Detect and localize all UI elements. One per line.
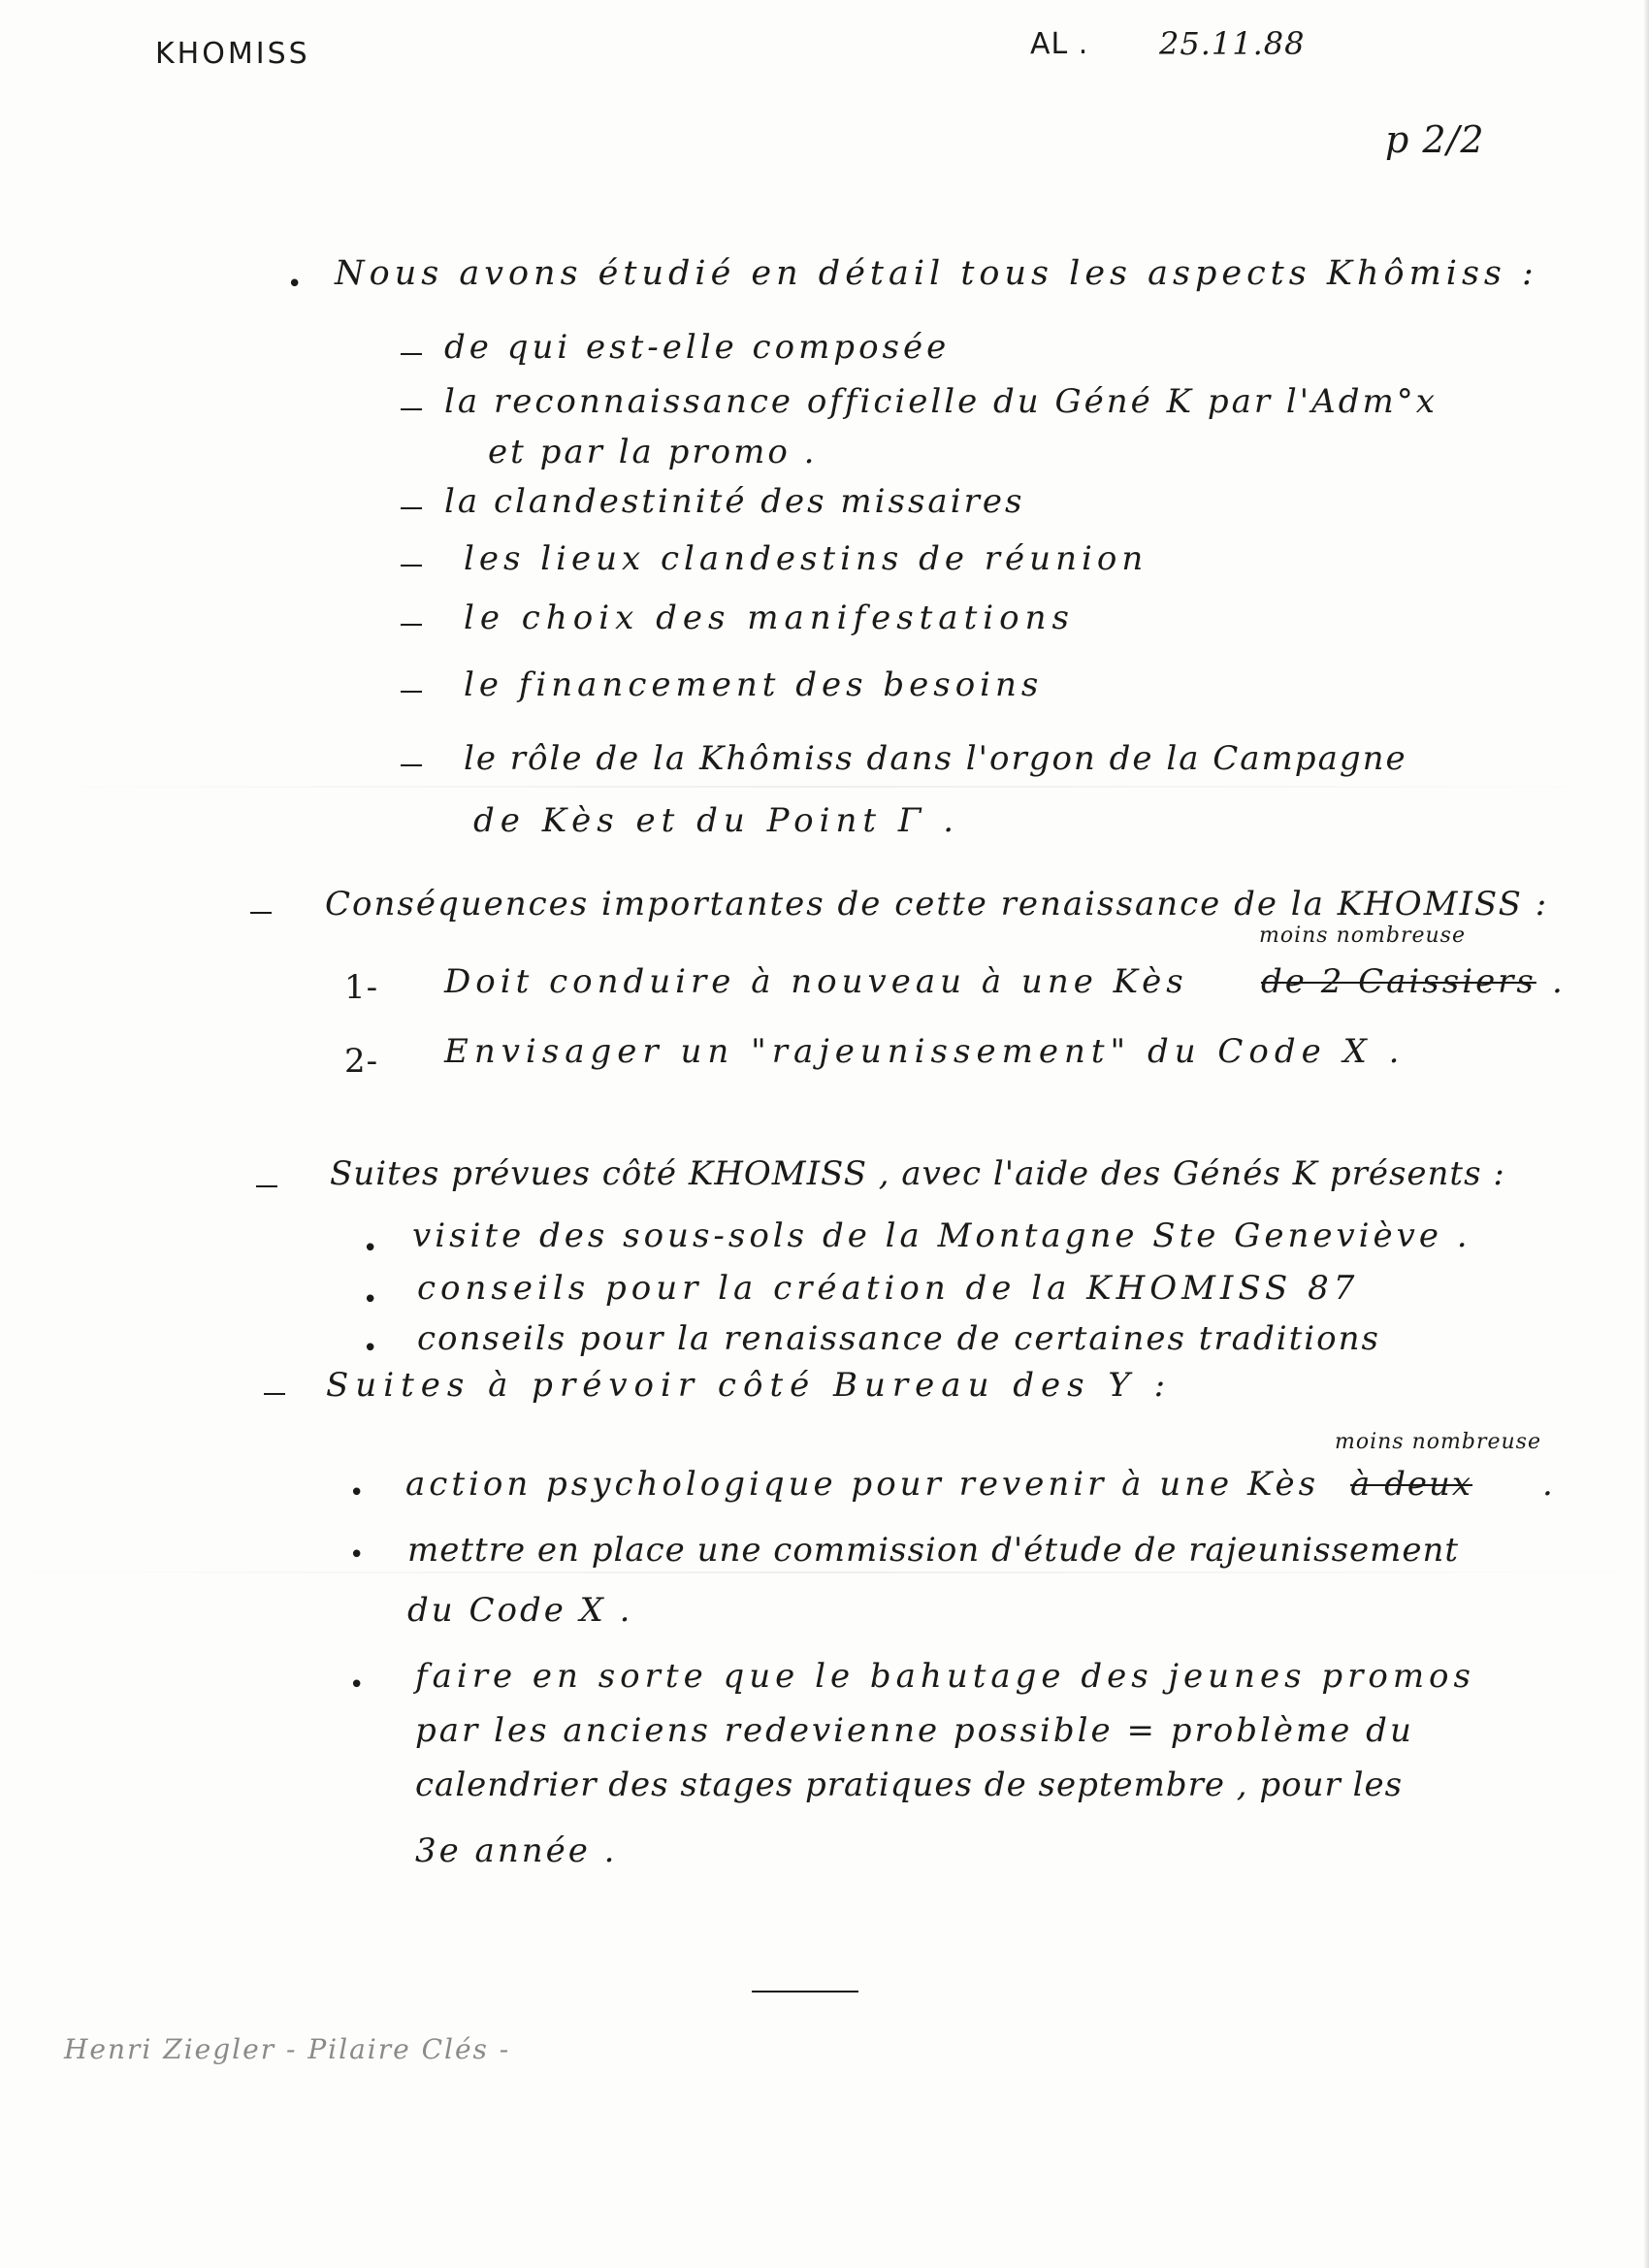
dash-mark bbox=[401, 507, 422, 509]
paper-edge-shadow bbox=[1643, 0, 1649, 2268]
header-date: 25.11.88 bbox=[1159, 25, 1306, 62]
footer-note: Henri Ziegler - Pilaire Clés - bbox=[64, 2033, 511, 2065]
bullet-dot: • bbox=[349, 1540, 365, 1570]
dash-mark bbox=[264, 1393, 285, 1395]
suites-bureau-title: Suites à prévoir côté Bureau des Y : bbox=[326, 1366, 1173, 1405]
fold-line bbox=[0, 1571, 1649, 1573]
suites-khomiss-item: conseils pour la renaissance de certaines traditions bbox=[417, 1319, 1380, 1358]
line-end-period: . bbox=[1542, 1465, 1554, 1504]
consequence-number: 2- bbox=[344, 1042, 379, 1081]
suites-bureau-item-3: faire en sorte que le bahutage des jeunes promos bbox=[415, 1657, 1475, 1696]
closing-rule bbox=[752, 1991, 858, 1993]
header-initials: AL . bbox=[1030, 27, 1089, 61]
suites-bureau-item-3-continuation: 3e année . bbox=[415, 1831, 618, 1870]
aspect-item: le rôle de la Khômiss dans l'orgon de la Campagne bbox=[464, 739, 1407, 778]
bullet-dot: • bbox=[287, 270, 303, 299]
consequence-number: 1- bbox=[344, 968, 379, 1007]
suites-bureau-item-2-continuation: du Code X . bbox=[407, 1591, 633, 1630]
line-end-period: . bbox=[1552, 962, 1564, 1001]
consequence-item-2: Envisager un "rajeunissement" du Code X . bbox=[444, 1032, 1406, 1071]
suites-khomiss-item: visite des sous-sols de la Montagne Ste Geneviève . bbox=[412, 1216, 1471, 1255]
intro-line: Nous avons étudié en détail tous les aspects Khômiss : bbox=[335, 254, 1538, 293]
aspect-item: le financement des besoins bbox=[464, 665, 1044, 704]
consequences-title: Conséquences importantes de cette renaissance de la KHOMISS : bbox=[325, 885, 1549, 923]
dash-mark bbox=[401, 565, 422, 567]
struck-text: de 2 Caissiers bbox=[1261, 962, 1536, 1001]
bullet-dot: • bbox=[349, 1670, 365, 1700]
suites-khomiss-item: conseils pour la création de la KHOMISS 87 bbox=[417, 1269, 1360, 1308]
dash-mark bbox=[250, 912, 272, 914]
dash-mark bbox=[401, 408, 422, 410]
bullet-dot: • bbox=[363, 1285, 378, 1314]
aspect-item: les lieux clandestins de réunion bbox=[464, 539, 1148, 578]
struck-text: à deux bbox=[1350, 1465, 1473, 1504]
suites-bureau-item-2: mettre en place une commission d'étude de rajeunissement bbox=[407, 1531, 1460, 1570]
bullet-dot: • bbox=[363, 1234, 378, 1263]
page-number: p 2/2 bbox=[1385, 118, 1485, 161]
insertion-above-line: moins nombreuse bbox=[1259, 923, 1466, 948]
insertion-above-line: moins nombreuse bbox=[1335, 1430, 1541, 1454]
header-left-title: KHOMISS bbox=[155, 37, 310, 71]
suites-bureau-item-3-continuation: calendrier des stages pratiques de septembre , pour les bbox=[415, 1766, 1404, 1804]
dash-mark bbox=[401, 764, 422, 766]
aspect-item: le choix des manifestations bbox=[464, 599, 1075, 637]
suites-khomiss-title: Suites prévues côté KHOMISS , avec l'aide des Génés K présents : bbox=[330, 1154, 1505, 1193]
aspect-item: de qui est-elle composée bbox=[444, 328, 951, 367]
consequence-item-1: Doit conduire à nouveau à une Kès bbox=[444, 962, 1188, 1001]
bullet-dot: • bbox=[349, 1478, 365, 1507]
aspect-item: la reconnaissance officielle du Géné K par l'Adm°x bbox=[444, 382, 1438, 421]
aspect-item-continuation: et par la promo . bbox=[488, 433, 818, 471]
suites-bureau-item-3-continuation: par les anciens redevienne possible = problème du bbox=[415, 1711, 1414, 1750]
dash-mark bbox=[401, 691, 422, 693]
aspect-item-continuation: de Kès et du Point Γ . bbox=[473, 801, 960, 840]
suites-bureau-item-1: action psychologique pour revenir à une Kès bbox=[405, 1465, 1320, 1504]
aspect-item: la clandestinité des missaires bbox=[444, 482, 1025, 521]
dash-mark bbox=[401, 624, 422, 626]
dash-mark bbox=[256, 1185, 277, 1187]
fold-line bbox=[0, 786, 1649, 788]
bullet-dot: • bbox=[363, 1334, 378, 1363]
dash-mark bbox=[401, 353, 422, 355]
